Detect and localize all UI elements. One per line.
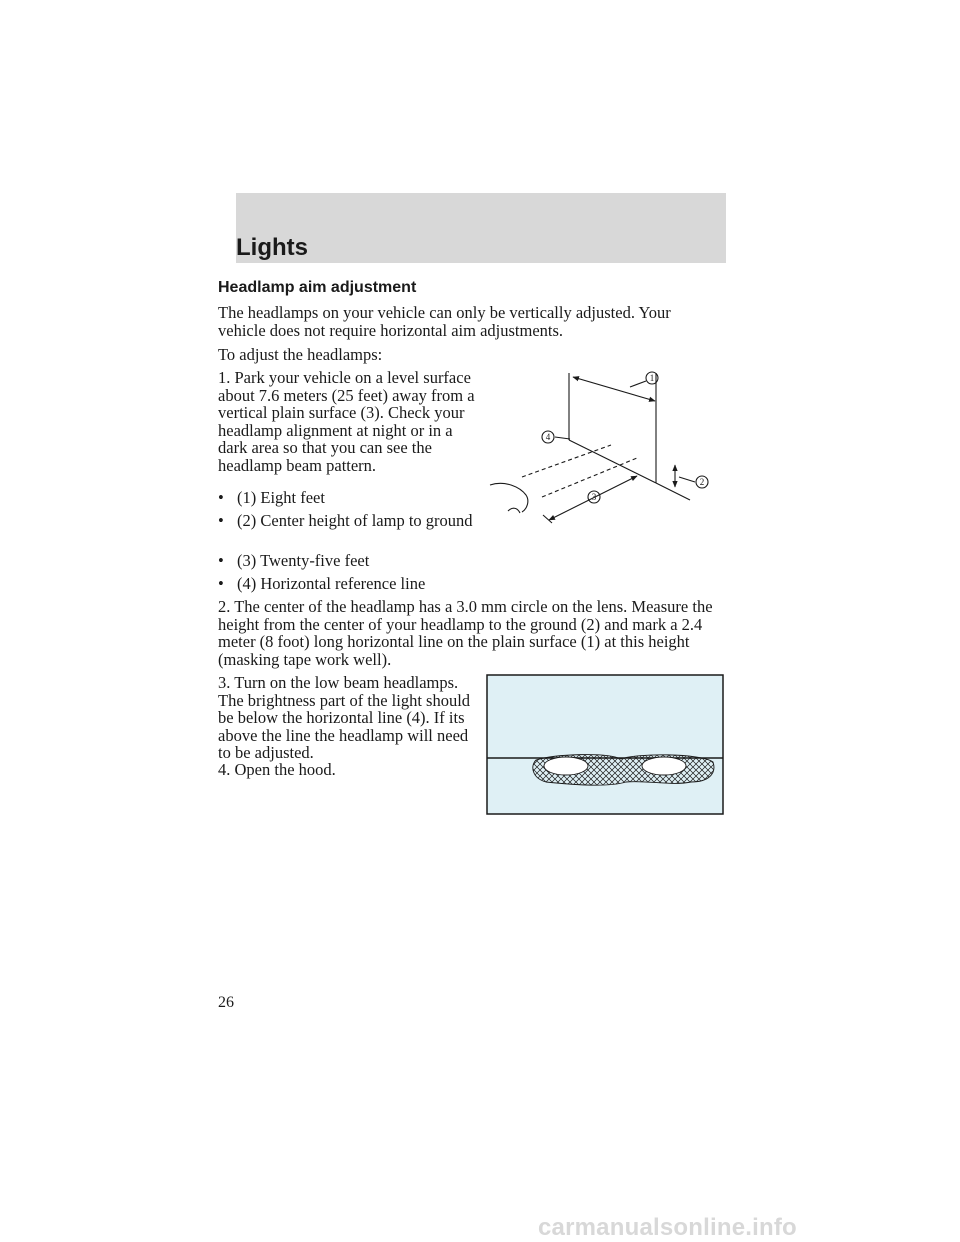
bullet-item: [218, 552, 478, 570]
callout-leader-2: [679, 477, 695, 482]
step-3-paragraph: 3. Turn on the low beam headlamps. The brightness part of the light should be below the horizontal line (4). If its above the line the headlamp will need to be adjusted.: [218, 673, 471, 762]
bullet-symbol: •: [218, 488, 224, 507]
hot-spot-left: [544, 757, 588, 775]
dimension-arrow-1: [573, 377, 655, 401]
step-1-paragraph: 1. Park your vehicle on a level surface about 7.6 meters (25 feet) away from a vertical plain surface (3). Check your headlamp alignment at night or in a dark area so that you can see the headlamp beam pattern.: [218, 368, 475, 475]
beam-pattern-background: [487, 675, 723, 814]
section-header-band: [236, 193, 726, 263]
beam-dashed-line: [522, 445, 611, 477]
headlamp-aim-diagram: [480, 365, 725, 530]
callout-leader-1: [630, 381, 646, 387]
bullet-text: (1) Eight feet: [237, 488, 325, 507]
hot-spot-right: [642, 757, 686, 775]
bullet-symbol: •: [218, 551, 224, 570]
ground-line: [656, 483, 690, 500]
heading-headlamp-aim: Headlamp aim adjustment: [218, 279, 417, 296]
bullet-item: [218, 575, 478, 593]
bullet-item: [218, 512, 478, 530]
intro-paragraph: The headlamps on your vehicle can only be vertically adjusted. Your vehicle does not require horizontal aim adjustments.: [218, 303, 671, 340]
bullet-item: [218, 489, 478, 507]
bullet-text: (4) Horizontal reference line: [237, 574, 426, 593]
callout-leader-4: [555, 437, 570, 439]
callout-label-2: 2: [699, 477, 705, 487]
bullet-symbol: •: [218, 511, 224, 530]
callout-label-4: 4: [545, 432, 551, 442]
watermark-logo: carmanualsonline.info: [538, 1214, 797, 1241]
bullet-symbol: •: [218, 574, 224, 593]
callout-label-1: 1: [649, 373, 655, 383]
page-number: 26: [218, 994, 234, 1011]
wall-floor-edge: [569, 440, 656, 483]
lead-paragraph: To adjust the headlamps:: [218, 345, 383, 364]
car-headlamp-outline: [508, 508, 520, 513]
beam-dashed-line: [542, 458, 637, 497]
bullet-text: (3) Twenty-five feet: [237, 551, 370, 570]
beam-pattern-figure: [486, 674, 724, 815]
section-title: Lights: [236, 234, 308, 261]
bullet-text: (2) Center height of lamp to ground: [237, 511, 473, 530]
car-hood-outline: [490, 483, 528, 512]
callout-label-3: 3: [591, 492, 597, 502]
step-4-paragraph: 4. Open the hood.: [218, 760, 336, 779]
step-2-paragraph: 2. The center of the headlamp has a 3.0 mm circle on the lens. Measure the height from the center of your headlamp to the ground (2) and mark a 2.4 meter (8 foot) long horizontal line on the plain surface (1) at this height (masking tape work well).: [218, 597, 713, 669]
